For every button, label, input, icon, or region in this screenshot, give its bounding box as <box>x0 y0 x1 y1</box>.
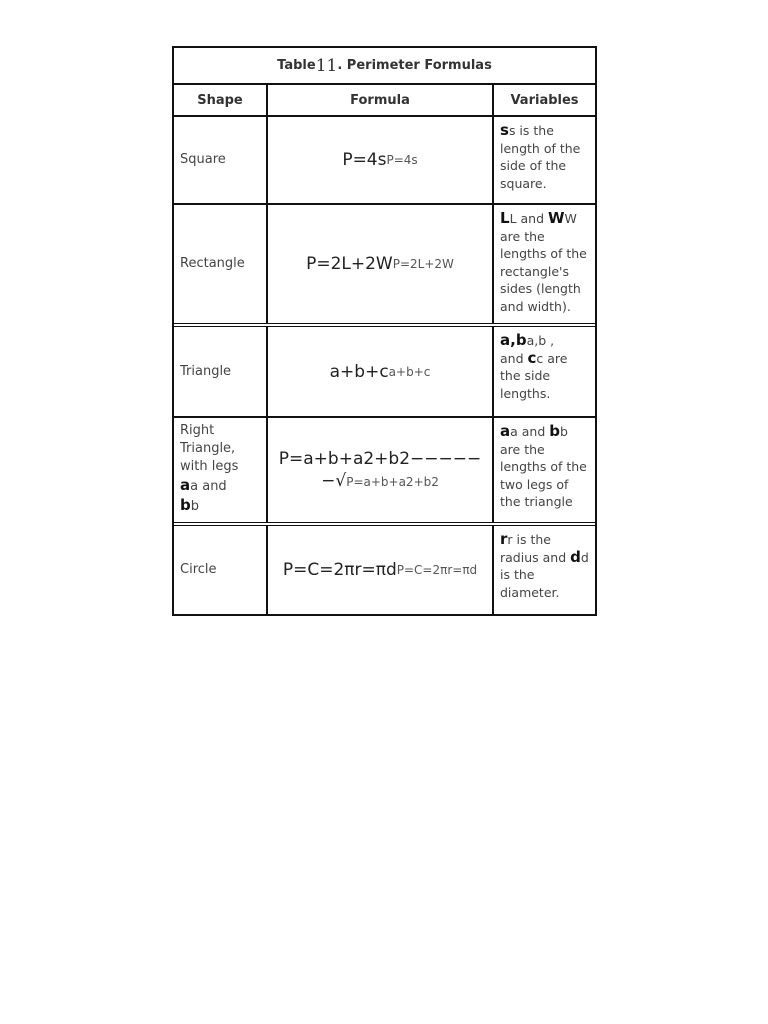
perimeter-formulas-table <box>172 46 597 616</box>
var-symbol: s <box>500 121 509 139</box>
shape-label: Right Triangle, with legs <box>180 423 239 474</box>
formula-alt-text: a+b+c <box>388 364 431 379</box>
table-caption <box>174 48 595 85</box>
var-symbol-1-alt: r <box>507 532 513 547</box>
var-symbol-1: a,b <box>500 331 527 349</box>
var-symbol-2-alt: d <box>580 549 589 565</box>
var-symbol-2: b <box>549 422 561 440</box>
var-symbol-2: W <box>548 209 565 227</box>
var-description: are the lengths of the two legs of the triangle <box>500 441 587 509</box>
var-and: and <box>517 424 550 439</box>
var-symbol-1-alt: L <box>509 211 517 226</box>
shape-cell <box>174 418 268 522</box>
header-variables: Variables <box>510 92 579 108</box>
formula-cell <box>268 526 494 614</box>
formula-alt-text: P=2L+2W <box>392 257 454 271</box>
table-row <box>174 327 595 418</box>
header-shape: Shape <box>174 85 268 115</box>
formula-sqrt: −√ <box>321 471 347 491</box>
shape-cell: Circle <box>174 526 268 614</box>
var-symbol-alt: s <box>508 123 516 138</box>
var-description-2: is the diameter. <box>500 567 560 600</box>
formula-cell <box>268 205 494 323</box>
var-symbol-2-alt: c <box>536 350 544 366</box>
table-row <box>174 418 595 526</box>
variables-cell <box>494 205 595 323</box>
formula-line-1: P=a+b+a2+b2−−−−− <box>278 449 482 469</box>
var-symbol-1: L <box>500 209 510 227</box>
table-row <box>174 526 595 614</box>
table-row <box>174 205 595 327</box>
variables-cell <box>494 327 595 416</box>
header-row <box>174 85 595 117</box>
shape-symbol-1: a <box>180 476 191 494</box>
formula-math: P=4s <box>342 150 387 170</box>
shape-cell: Rectangle <box>174 205 268 323</box>
shape-symbol-1-alt: a <box>190 479 199 494</box>
var-symbol-1-alt: a <box>510 424 518 439</box>
var-symbol-2-alt: b <box>560 424 568 439</box>
formula-alt-text: P=C=2πr=πd <box>396 563 478 577</box>
header-formula: Formula <box>268 85 494 115</box>
var-symbol-2: c <box>527 348 537 367</box>
formula-alt-text: P=a+b+a2+b2 <box>346 475 439 489</box>
var-description: is the length of the side of the square. <box>500 123 581 191</box>
table-row <box>174 117 595 205</box>
var-symbol-1-alt: a,b , <box>526 333 555 348</box>
caption-number: 11 <box>315 55 338 76</box>
shape-and: and <box>198 479 227 494</box>
var-symbol-2-alt: W <box>564 211 577 226</box>
formula-math: a+b+c <box>329 361 389 382</box>
variables-cell <box>494 418 595 522</box>
caption-title: . Perimeter Formulas <box>337 58 492 73</box>
formula-math: P=2L+2W <box>306 254 393 274</box>
shape-cell: Triangle <box>174 327 268 416</box>
var-symbol-1: r <box>500 530 508 548</box>
var-and: and <box>500 350 528 366</box>
caption-prefix: Table <box>277 58 316 73</box>
shape-cell: Square <box>174 117 268 203</box>
formula-math: P=C=2πr=πd <box>282 560 397 580</box>
shape-symbol-2-alt: b <box>190 499 200 514</box>
variables-cell <box>494 526 595 614</box>
variables-cell <box>494 117 595 203</box>
var-symbol-2: d <box>570 547 581 566</box>
formula-alt-text: P=4s <box>386 153 418 167</box>
formula-cell <box>268 327 494 416</box>
var-description: are the lengths of the rectangle's sides (length and width). <box>500 228 587 314</box>
var-description: are the side lengths. <box>500 350 568 401</box>
var-and: and <box>516 211 548 226</box>
shape-symbol-2: b <box>180 496 191 514</box>
formula-cell <box>268 418 494 522</box>
formula-line-2 <box>321 471 439 491</box>
var-description-1: is the radius and <box>500 532 571 565</box>
var-symbol-1: a <box>500 422 511 440</box>
formula-cell <box>268 117 494 203</box>
